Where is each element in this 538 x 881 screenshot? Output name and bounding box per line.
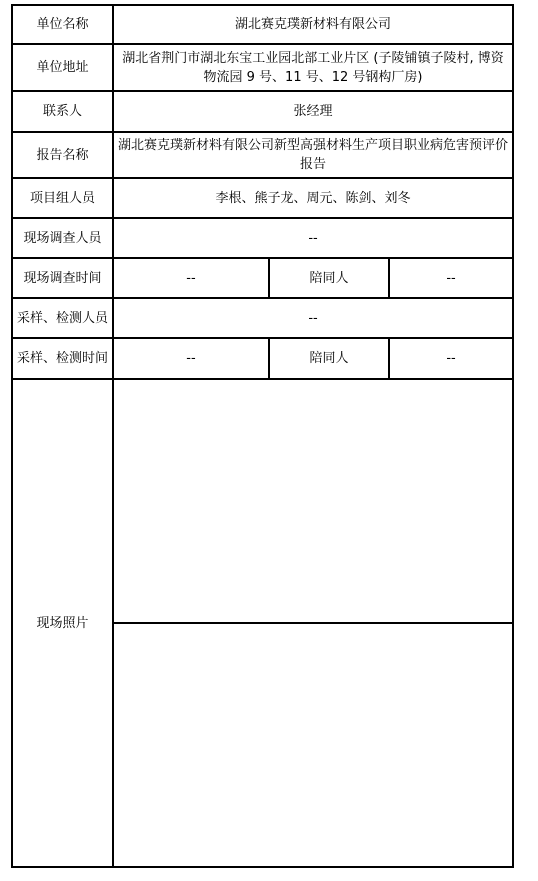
photos-area	[113, 379, 513, 867]
row-sampling-time	[12, 338, 513, 379]
unit-address-value: 湖北省荆门市湖北东宝工业园北部工业片区 (子陵铺镇子陵村, 博资物流园 9 号、11 号、12 号钢构厂房)	[113, 44, 513, 91]
unit-name-label: 单位名称	[12, 5, 113, 44]
team-label: 项目组人员	[12, 178, 113, 218]
photo-slot-1	[114, 380, 512, 622]
row-report-name	[12, 132, 513, 178]
sampling-staff-value: --	[113, 298, 513, 338]
survey-staff-label: 现场调查人员	[12, 218, 113, 258]
report-name-label: 报告名称	[12, 132, 113, 178]
survey-time-value: --	[113, 258, 269, 298]
row-survey-time	[12, 258, 513, 298]
row-survey-staff	[12, 218, 513, 258]
sampling-escort-label: 陪同人	[269, 338, 389, 379]
report-name-value: 湖北赛克璞新材料有限公司新型高强材料生产项目职业病危害预评价报告	[113, 132, 513, 178]
contact-value: 张经理	[113, 91, 513, 132]
row-unit-address	[12, 44, 513, 91]
row-contact	[12, 91, 513, 132]
info-sheet	[11, 4, 512, 868]
row-photos	[12, 379, 513, 867]
unit-address-label: 单位地址	[12, 44, 113, 91]
team-value: 李根、熊子龙、周元、陈剑、刘冬	[113, 178, 513, 218]
sampling-time-value: --	[113, 338, 269, 379]
photo-slot-2	[114, 622, 512, 866]
row-team	[12, 178, 513, 218]
contact-label: 联系人	[12, 91, 113, 132]
survey-escort-value: --	[389, 258, 513, 298]
photos-label: 现场照片	[12, 379, 113, 867]
row-sampling-staff	[12, 298, 513, 338]
project-info-table	[11, 4, 514, 868]
photos-container	[114, 380, 512, 866]
survey-time-label: 现场调查时间	[12, 258, 113, 298]
sampling-escort-value: --	[389, 338, 513, 379]
survey-escort-label: 陪同人	[269, 258, 389, 298]
survey-staff-value: --	[113, 218, 513, 258]
unit-name-value: 湖北赛克璞新材料有限公司	[113, 5, 513, 44]
row-unit-name	[12, 5, 513, 44]
sampling-staff-label: 采样、检测人员	[12, 298, 113, 338]
sampling-time-label: 采样、检测时间	[12, 338, 113, 379]
